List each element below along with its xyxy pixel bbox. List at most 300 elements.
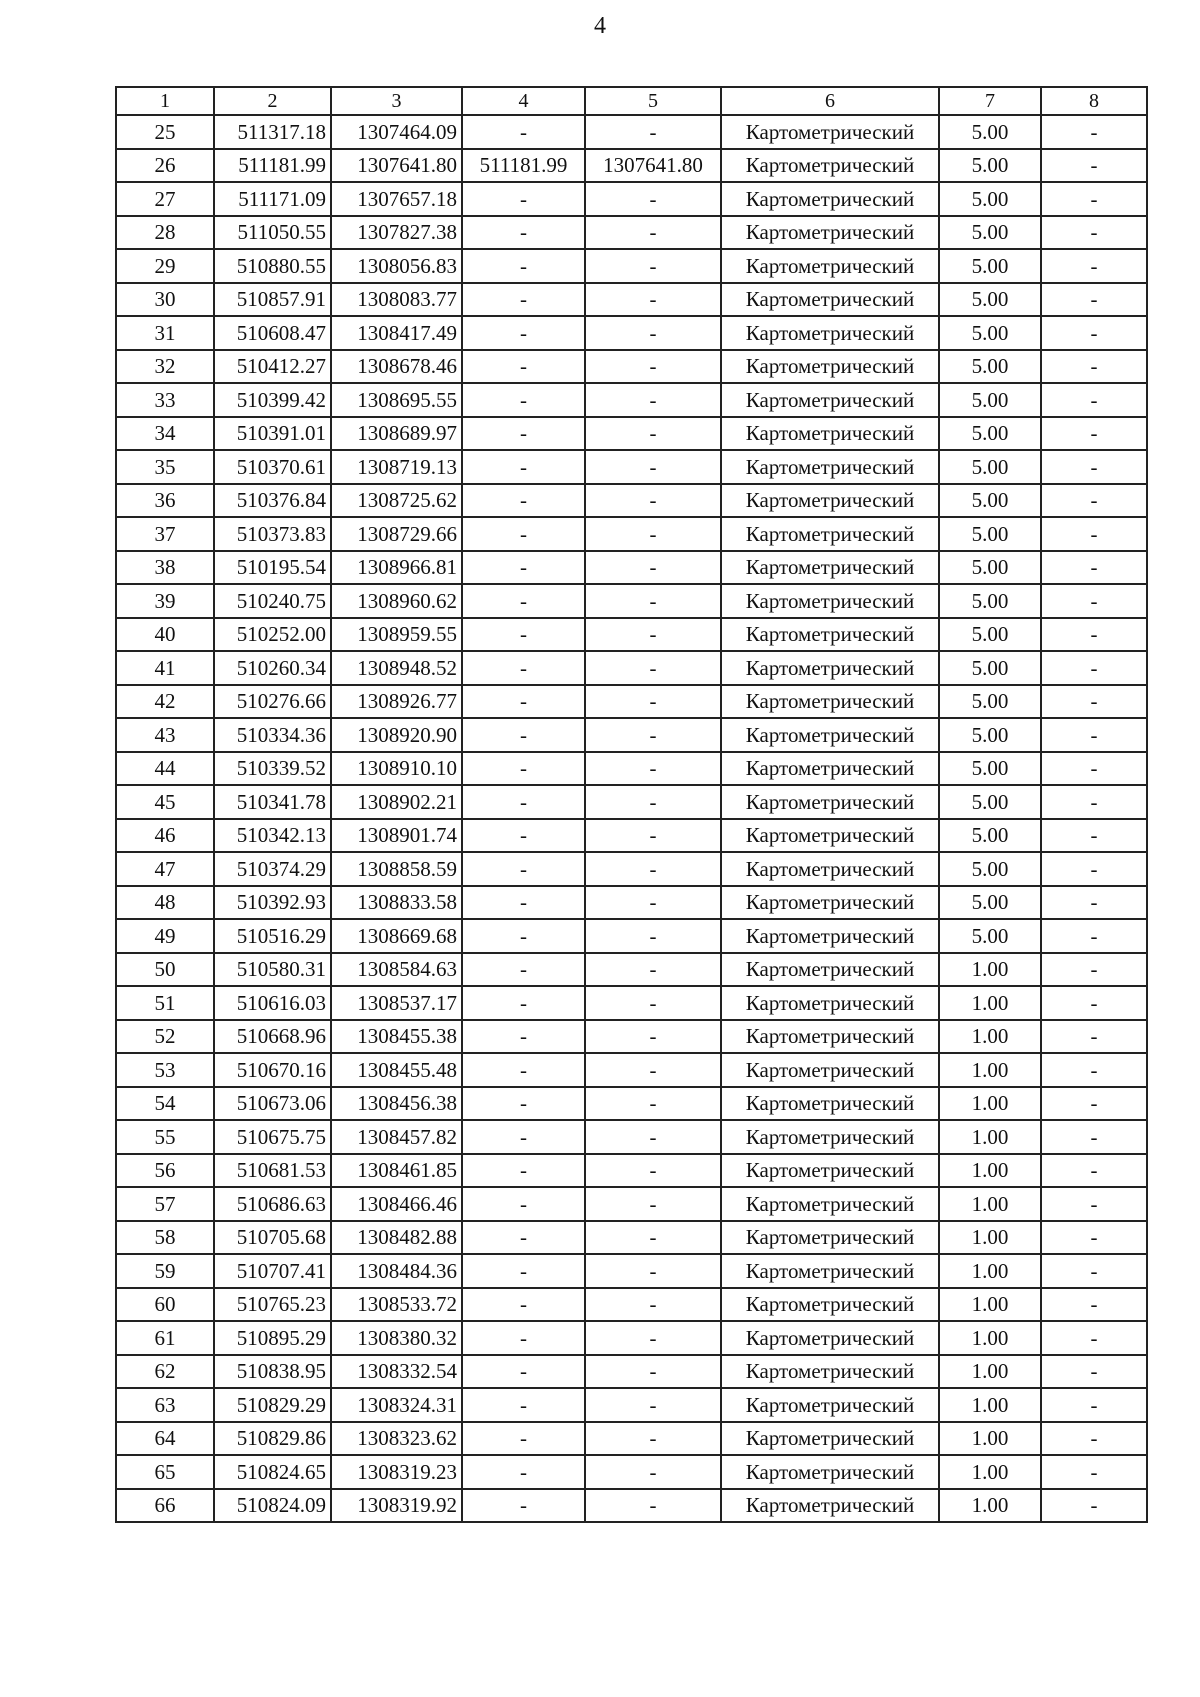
x-coordinate-cell: 510392.93 xyxy=(214,886,331,920)
y-coordinate-cell: 1308457.82 xyxy=(331,1120,462,1154)
point-number-cell: 27 xyxy=(116,182,214,216)
x-new-cell: - xyxy=(462,484,585,518)
table-row xyxy=(116,584,1147,618)
point-number-cell: 66 xyxy=(116,1489,214,1523)
accuracy-cell: 1.00 xyxy=(939,1053,1041,1087)
note-cell: - xyxy=(1041,1187,1147,1221)
table-row xyxy=(116,149,1147,183)
note-cell: - xyxy=(1041,752,1147,786)
note-cell: - xyxy=(1041,852,1147,886)
point-number-cell: 53 xyxy=(116,1053,214,1087)
point-number-cell: 61 xyxy=(116,1321,214,1355)
x-new-cell: - xyxy=(462,1489,585,1523)
table-row xyxy=(116,216,1147,250)
method-cell: Картометрический xyxy=(721,584,939,618)
method-cell: Картометрический xyxy=(721,618,939,652)
x-coordinate-cell: 510370.61 xyxy=(214,450,331,484)
note-cell: - xyxy=(1041,584,1147,618)
x-new-cell: - xyxy=(462,752,585,786)
y-coordinate-cell: 1308380.32 xyxy=(331,1321,462,1355)
point-number-cell: 58 xyxy=(116,1221,214,1255)
y-coordinate-cell: 1308695.55 xyxy=(331,383,462,417)
point-number-cell: 45 xyxy=(116,785,214,819)
x-coordinate-cell: 510668.96 xyxy=(214,1020,331,1054)
y-new-cell: - xyxy=(585,919,721,953)
x-new-cell: - xyxy=(462,685,585,719)
table-row xyxy=(116,1154,1147,1188)
method-cell: Картометрический xyxy=(721,1053,939,1087)
y-new-cell: - xyxy=(585,350,721,384)
column-header: 6 xyxy=(721,87,939,115)
accuracy-cell: 5.00 xyxy=(939,752,1041,786)
x-coordinate-cell: 510580.31 xyxy=(214,953,331,987)
y-new-cell: - xyxy=(585,417,721,451)
x-coordinate-cell: 510399.42 xyxy=(214,383,331,417)
x-coordinate-cell: 510391.01 xyxy=(214,417,331,451)
y-coordinate-cell: 1308966.81 xyxy=(331,551,462,585)
accuracy-cell: 5.00 xyxy=(939,383,1041,417)
note-cell: - xyxy=(1041,1254,1147,1288)
y-coordinate-cell: 1308324.31 xyxy=(331,1388,462,1422)
accuracy-cell: 1.00 xyxy=(939,1020,1041,1054)
method-cell: Картометрический xyxy=(721,182,939,216)
table-row xyxy=(116,1489,1147,1523)
method-cell: Картометрический xyxy=(721,1355,939,1389)
accuracy-cell: 5.00 xyxy=(939,584,1041,618)
accuracy-cell: 1.00 xyxy=(939,1288,1041,1322)
accuracy-cell: 5.00 xyxy=(939,316,1041,350)
y-new-cell: - xyxy=(585,283,721,317)
x-coordinate-cell: 511181.99 xyxy=(214,149,331,183)
table-row xyxy=(116,450,1147,484)
method-cell: Картометрический xyxy=(721,249,939,283)
method-cell: Картометрический xyxy=(721,886,939,920)
y-coordinate-cell: 1308729.66 xyxy=(331,517,462,551)
note-cell: - xyxy=(1041,1120,1147,1154)
x-coordinate-cell: 510342.13 xyxy=(214,819,331,853)
y-coordinate-cell: 1307657.18 xyxy=(331,182,462,216)
x-new-cell: - xyxy=(462,584,585,618)
note-cell: - xyxy=(1041,1489,1147,1523)
point-number-cell: 36 xyxy=(116,484,214,518)
method-cell: Картометрический xyxy=(721,283,939,317)
x-coordinate-cell: 510673.06 xyxy=(214,1087,331,1121)
y-new-cell: - xyxy=(585,383,721,417)
note-cell: - xyxy=(1041,1422,1147,1456)
x-coordinate-cell: 510376.84 xyxy=(214,484,331,518)
y-new-cell: - xyxy=(585,1388,721,1422)
x-new-cell: - xyxy=(462,1355,585,1389)
table-row xyxy=(116,1254,1147,1288)
y-new-cell: - xyxy=(585,584,721,618)
accuracy-cell: 1.00 xyxy=(939,953,1041,987)
method-cell: Картометрический xyxy=(721,450,939,484)
accuracy-cell: 5.00 xyxy=(939,685,1041,719)
y-new-cell: - xyxy=(585,819,721,853)
y-new-cell: - xyxy=(585,1355,721,1389)
y-coordinate-cell: 1307641.80 xyxy=(331,149,462,183)
point-number-cell: 28 xyxy=(116,216,214,250)
y-coordinate-cell: 1308960.62 xyxy=(331,584,462,618)
x-new-cell: - xyxy=(462,1053,585,1087)
x-coordinate-cell: 510334.36 xyxy=(214,718,331,752)
y-new-cell: - xyxy=(585,785,721,819)
coordinates-table xyxy=(115,86,1148,1523)
y-coordinate-cell: 1308719.13 xyxy=(331,450,462,484)
table-row xyxy=(116,953,1147,987)
table-row xyxy=(116,1422,1147,1456)
y-coordinate-cell: 1308461.85 xyxy=(331,1154,462,1188)
x-coordinate-cell: 510616.03 xyxy=(214,986,331,1020)
accuracy-cell: 1.00 xyxy=(939,1388,1041,1422)
x-coordinate-cell: 510260.34 xyxy=(214,651,331,685)
note-cell: - xyxy=(1041,685,1147,719)
y-coordinate-cell: 1307827.38 xyxy=(331,216,462,250)
accuracy-cell: 1.00 xyxy=(939,1120,1041,1154)
x-coordinate-cell: 510686.63 xyxy=(214,1187,331,1221)
table-row xyxy=(116,182,1147,216)
method-cell: Картометрический xyxy=(721,316,939,350)
x-coordinate-cell: 510857.91 xyxy=(214,283,331,317)
y-coordinate-cell: 1308466.46 xyxy=(331,1187,462,1221)
x-coordinate-cell: 510412.27 xyxy=(214,350,331,384)
x-new-cell: - xyxy=(462,1254,585,1288)
y-coordinate-cell: 1307464.09 xyxy=(331,115,462,149)
note-cell: - xyxy=(1041,1288,1147,1322)
point-number-cell: 26 xyxy=(116,149,214,183)
table-row xyxy=(116,986,1147,1020)
column-header: 3 xyxy=(331,87,462,115)
point-number-cell: 29 xyxy=(116,249,214,283)
method-cell: Картометрический xyxy=(721,484,939,518)
method-cell: Картометрический xyxy=(721,115,939,149)
y-coordinate-cell: 1308725.62 xyxy=(331,484,462,518)
table-row xyxy=(116,886,1147,920)
x-new-cell: - xyxy=(462,819,585,853)
table-row xyxy=(116,350,1147,384)
y-new-cell: - xyxy=(585,216,721,250)
accuracy-cell: 1.00 xyxy=(939,1489,1041,1523)
y-coordinate-cell: 1308332.54 xyxy=(331,1355,462,1389)
accuracy-cell: 5.00 xyxy=(939,886,1041,920)
x-coordinate-cell: 510824.09 xyxy=(214,1489,331,1523)
note-cell: - xyxy=(1041,1388,1147,1422)
method-cell: Картометрический xyxy=(721,1020,939,1054)
y-new-cell: - xyxy=(585,752,721,786)
accuracy-cell: 5.00 xyxy=(939,517,1041,551)
point-number-cell: 38 xyxy=(116,551,214,585)
note-cell: - xyxy=(1041,1087,1147,1121)
x-new-cell: - xyxy=(462,886,585,920)
accuracy-cell: 1.00 xyxy=(939,1087,1041,1121)
note-cell: - xyxy=(1041,919,1147,953)
y-new-cell: - xyxy=(585,1120,721,1154)
method-cell: Картометрический xyxy=(721,1120,939,1154)
y-coordinate-cell: 1308417.49 xyxy=(331,316,462,350)
x-new-cell: - xyxy=(462,919,585,953)
accuracy-cell: 5.00 xyxy=(939,651,1041,685)
y-coordinate-cell: 1308858.59 xyxy=(331,852,462,886)
table-row xyxy=(116,517,1147,551)
y-new-cell: - xyxy=(585,1489,721,1523)
y-coordinate-cell: 1308319.23 xyxy=(331,1455,462,1489)
note-cell: - xyxy=(1041,1221,1147,1255)
method-cell: Картометрический xyxy=(721,1388,939,1422)
x-coordinate-cell: 510880.55 xyxy=(214,249,331,283)
note-cell: - xyxy=(1041,819,1147,853)
table-row xyxy=(116,685,1147,719)
x-new-cell: - xyxy=(462,718,585,752)
method-cell: Картометрический xyxy=(721,417,939,451)
point-number-cell: 49 xyxy=(116,919,214,953)
x-new-cell: - xyxy=(462,316,585,350)
y-coordinate-cell: 1308584.63 xyxy=(331,953,462,987)
y-coordinate-cell: 1308083.77 xyxy=(331,283,462,317)
note-cell: - xyxy=(1041,450,1147,484)
note-cell: - xyxy=(1041,718,1147,752)
y-new-cell: - xyxy=(585,1254,721,1288)
x-coordinate-cell: 510276.66 xyxy=(214,685,331,719)
point-number-cell: 59 xyxy=(116,1254,214,1288)
y-new-cell: - xyxy=(585,986,721,1020)
method-cell: Картометрический xyxy=(721,685,939,719)
note-cell: - xyxy=(1041,182,1147,216)
point-number-cell: 55 xyxy=(116,1120,214,1154)
accuracy-cell: 5.00 xyxy=(939,216,1041,250)
point-number-cell: 30 xyxy=(116,283,214,317)
table-row xyxy=(116,1388,1147,1422)
x-coordinate-cell: 510670.16 xyxy=(214,1053,331,1087)
accuracy-cell: 1.00 xyxy=(939,1221,1041,1255)
x-coordinate-cell: 510195.54 xyxy=(214,551,331,585)
method-cell: Картометрический xyxy=(721,785,939,819)
note-cell: - xyxy=(1041,216,1147,250)
x-coordinate-cell: 510681.53 xyxy=(214,1154,331,1188)
method-cell: Картометрический xyxy=(721,651,939,685)
table-row xyxy=(116,1020,1147,1054)
note-cell: - xyxy=(1041,551,1147,585)
table-row xyxy=(116,249,1147,283)
y-new-cell: - xyxy=(585,618,721,652)
table-row xyxy=(116,1187,1147,1221)
y-new-cell: - xyxy=(585,1221,721,1255)
y-new-cell: - xyxy=(585,450,721,484)
y-coordinate-cell: 1308910.10 xyxy=(331,752,462,786)
point-number-cell: 37 xyxy=(116,517,214,551)
y-new-cell: - xyxy=(585,1455,721,1489)
x-new-cell: - xyxy=(462,249,585,283)
table-row xyxy=(116,1288,1147,1322)
point-number-cell: 40 xyxy=(116,618,214,652)
y-coordinate-cell: 1308533.72 xyxy=(331,1288,462,1322)
note-cell: - xyxy=(1041,785,1147,819)
accuracy-cell: 5.00 xyxy=(939,182,1041,216)
x-new-cell: - xyxy=(462,383,585,417)
accuracy-cell: 5.00 xyxy=(939,852,1041,886)
note-cell: - xyxy=(1041,953,1147,987)
x-new-cell: - xyxy=(462,1120,585,1154)
x-new-cell: - xyxy=(462,1020,585,1054)
column-header: 1 xyxy=(116,87,214,115)
accuracy-cell: 5.00 xyxy=(939,718,1041,752)
accuracy-cell: 5.00 xyxy=(939,350,1041,384)
y-new-cell: - xyxy=(585,1053,721,1087)
x-new-cell: - xyxy=(462,953,585,987)
x-new-cell: - xyxy=(462,551,585,585)
note-cell: - xyxy=(1041,1455,1147,1489)
y-new-cell: - xyxy=(585,115,721,149)
y-coordinate-cell: 1308926.77 xyxy=(331,685,462,719)
x-coordinate-cell: 510707.41 xyxy=(214,1254,331,1288)
column-header: 7 xyxy=(939,87,1041,115)
note-cell: - xyxy=(1041,517,1147,551)
table-row xyxy=(116,919,1147,953)
x-coordinate-cell: 510895.29 xyxy=(214,1321,331,1355)
note-cell: - xyxy=(1041,986,1147,1020)
x-new-cell: - xyxy=(462,450,585,484)
x-coordinate-cell: 510829.29 xyxy=(214,1388,331,1422)
x-new-cell: - xyxy=(462,1087,585,1121)
y-new-cell: - xyxy=(585,852,721,886)
y-coordinate-cell: 1308948.52 xyxy=(331,651,462,685)
x-coordinate-cell: 510374.29 xyxy=(214,852,331,886)
y-coordinate-cell: 1308456.38 xyxy=(331,1087,462,1121)
y-new-cell: - xyxy=(585,1422,721,1456)
point-number-cell: 32 xyxy=(116,350,214,384)
y-new-cell: - xyxy=(585,1087,721,1121)
y-new-cell: - xyxy=(585,484,721,518)
accuracy-cell: 5.00 xyxy=(939,450,1041,484)
y-coordinate-cell: 1308833.58 xyxy=(331,886,462,920)
accuracy-cell: 5.00 xyxy=(939,618,1041,652)
method-cell: Картометрический xyxy=(721,383,939,417)
method-cell: Картометрический xyxy=(721,1221,939,1255)
x-new-cell: - xyxy=(462,1388,585,1422)
table-row xyxy=(116,752,1147,786)
y-coordinate-cell: 1308323.62 xyxy=(331,1422,462,1456)
method-cell: Картометрический xyxy=(721,1187,939,1221)
y-new-cell: - xyxy=(585,1154,721,1188)
y-new-cell: - xyxy=(585,685,721,719)
method-cell: Картометрический xyxy=(721,1422,939,1456)
method-cell: Картометрический xyxy=(721,1154,939,1188)
method-cell: Картометрический xyxy=(721,752,939,786)
accuracy-cell: 5.00 xyxy=(939,149,1041,183)
method-cell: Картометрический xyxy=(721,1489,939,1523)
table-row xyxy=(116,819,1147,853)
y-coordinate-cell: 1308484.36 xyxy=(331,1254,462,1288)
method-cell: Картометрический xyxy=(721,919,939,953)
note-cell: - xyxy=(1041,383,1147,417)
method-cell: Картометрический xyxy=(721,1455,939,1489)
method-cell: Картометрический xyxy=(721,149,939,183)
x-coordinate-cell: 510373.83 xyxy=(214,517,331,551)
point-number-cell: 62 xyxy=(116,1355,214,1389)
column-header: 2 xyxy=(214,87,331,115)
y-new-cell: - xyxy=(585,1321,721,1355)
note-cell: - xyxy=(1041,350,1147,384)
x-coordinate-cell: 510675.75 xyxy=(214,1120,331,1154)
y-coordinate-cell: 1308319.92 xyxy=(331,1489,462,1523)
x-coordinate-cell: 510829.86 xyxy=(214,1422,331,1456)
table-row xyxy=(116,718,1147,752)
point-number-cell: 52 xyxy=(116,1020,214,1054)
y-new-cell: - xyxy=(585,517,721,551)
table-row xyxy=(116,1120,1147,1154)
y-coordinate-cell: 1308920.90 xyxy=(331,718,462,752)
y-new-cell: - xyxy=(585,551,721,585)
accuracy-cell: 5.00 xyxy=(939,249,1041,283)
accuracy-cell: 1.00 xyxy=(939,1355,1041,1389)
point-number-cell: 47 xyxy=(116,852,214,886)
x-new-cell: - xyxy=(462,1154,585,1188)
point-number-cell: 35 xyxy=(116,450,214,484)
note-cell: - xyxy=(1041,618,1147,652)
x-coordinate-cell: 510824.65 xyxy=(214,1455,331,1489)
point-number-cell: 64 xyxy=(116,1422,214,1456)
method-cell: Картометрический xyxy=(721,1288,939,1322)
accuracy-cell: 1.00 xyxy=(939,1321,1041,1355)
x-coordinate-cell: 510339.52 xyxy=(214,752,331,786)
point-number-cell: 51 xyxy=(116,986,214,1020)
point-number-cell: 39 xyxy=(116,584,214,618)
x-new-cell: - xyxy=(462,1321,585,1355)
x-coordinate-cell: 510838.95 xyxy=(214,1355,331,1389)
y-coordinate-cell: 1308902.21 xyxy=(331,785,462,819)
table-row xyxy=(116,1087,1147,1121)
y-coordinate-cell: 1308959.55 xyxy=(331,618,462,652)
x-coordinate-cell: 510608.47 xyxy=(214,316,331,350)
table-row xyxy=(116,1355,1147,1389)
x-coordinate-cell: 510516.29 xyxy=(214,919,331,953)
table-row xyxy=(116,484,1147,518)
table-row xyxy=(116,316,1147,350)
note-cell: - xyxy=(1041,417,1147,451)
point-number-cell: 44 xyxy=(116,752,214,786)
y-coordinate-cell: 1308056.83 xyxy=(331,249,462,283)
accuracy-cell: 5.00 xyxy=(939,819,1041,853)
point-number-cell: 56 xyxy=(116,1154,214,1188)
method-cell: Картометрический xyxy=(721,953,939,987)
column-header: 5 xyxy=(585,87,721,115)
method-cell: Картометрический xyxy=(721,1254,939,1288)
note-cell: - xyxy=(1041,249,1147,283)
x-coordinate-cell: 511050.55 xyxy=(214,216,331,250)
accuracy-cell: 5.00 xyxy=(939,919,1041,953)
note-cell: - xyxy=(1041,1020,1147,1054)
table-row xyxy=(116,283,1147,317)
accuracy-cell: 1.00 xyxy=(939,1422,1041,1456)
table-row xyxy=(116,1321,1147,1355)
point-number-cell: 63 xyxy=(116,1388,214,1422)
table-body xyxy=(116,115,1147,1522)
note-cell: - xyxy=(1041,886,1147,920)
table-row xyxy=(116,1455,1147,1489)
point-number-cell: 57 xyxy=(116,1187,214,1221)
accuracy-cell: 5.00 xyxy=(939,785,1041,819)
point-number-cell: 34 xyxy=(116,417,214,451)
method-cell: Картометрический xyxy=(721,1087,939,1121)
x-new-cell: - xyxy=(462,1221,585,1255)
method-cell: Картометрический xyxy=(721,517,939,551)
accuracy-cell: 1.00 xyxy=(939,1254,1041,1288)
y-new-cell: - xyxy=(585,316,721,350)
page-number: 4 xyxy=(594,13,606,39)
note-cell: - xyxy=(1041,1053,1147,1087)
method-cell: Картометрический xyxy=(721,551,939,585)
method-cell: Картометрический xyxy=(721,216,939,250)
x-coordinate-cell: 511171.09 xyxy=(214,182,331,216)
